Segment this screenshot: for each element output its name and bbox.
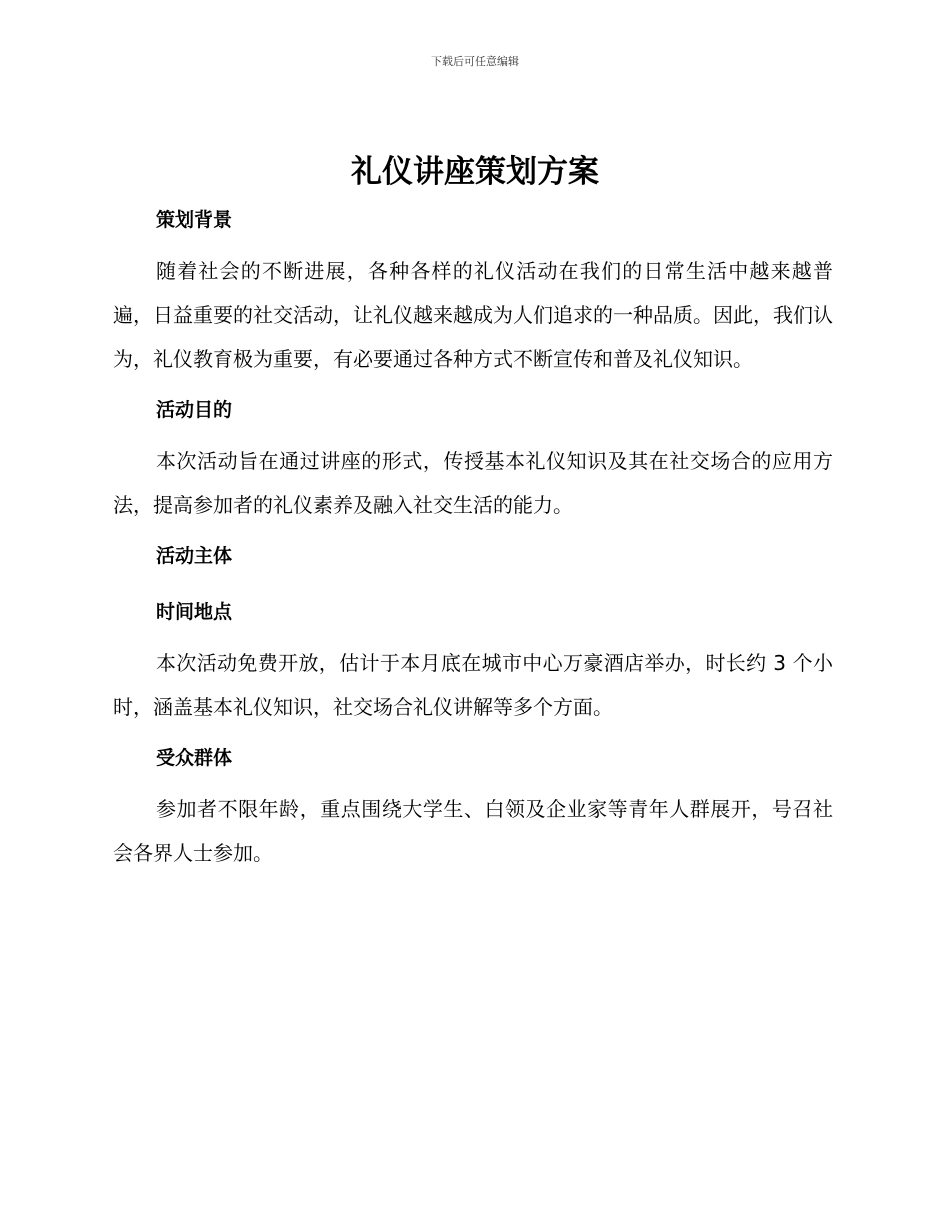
document-title: 礼仪讲座策划方案 bbox=[351, 154, 599, 190]
section-body-background: 随着社会的不断进展，各种各样的礼仪活动在我们的日常生活中越来越普遍，日益重要的社交活动，让礼仪越来越成为人们追求的一种品质。因此，我们认为，礼仪教育极为重要，有必要通过各种方式不断宣传和普及礼仪知识。 bbox=[113, 259, 833, 371]
page-header-note: 下载后可任意编辑 bbox=[431, 55, 519, 68]
section-body-purpose: 本次活动旨在通过讲座的形式，传授基本礼仪知识及其在社交场合的应用方法，提高参加者的礼仪素养及融入社交生活的能力。 bbox=[113, 449, 833, 517]
section-body-time-place: 本次活动免费开放，估计于本月底在城市中心万豪酒店举办，时长约 3 个小时，涵盖基本礼仪知识，社交场合礼仪讲解等多个方面。 bbox=[113, 651, 833, 719]
section-heading-audience: 受众群体 bbox=[156, 747, 233, 769]
section-heading-purpose: 活动目的 bbox=[156, 399, 233, 421]
document-body bbox=[113, 205, 833, 875]
section-body-audience: 参加者不限年龄，重点围绕大学生、白领及企业家等青年人群展开，号召社会各界人士参加。 bbox=[113, 797, 833, 865]
section-heading-time-place: 时间地点 bbox=[156, 601, 233, 623]
section-heading-organizer: 活动主体 bbox=[156, 545, 233, 567]
section-heading-background: 策划背景 bbox=[156, 209, 233, 231]
